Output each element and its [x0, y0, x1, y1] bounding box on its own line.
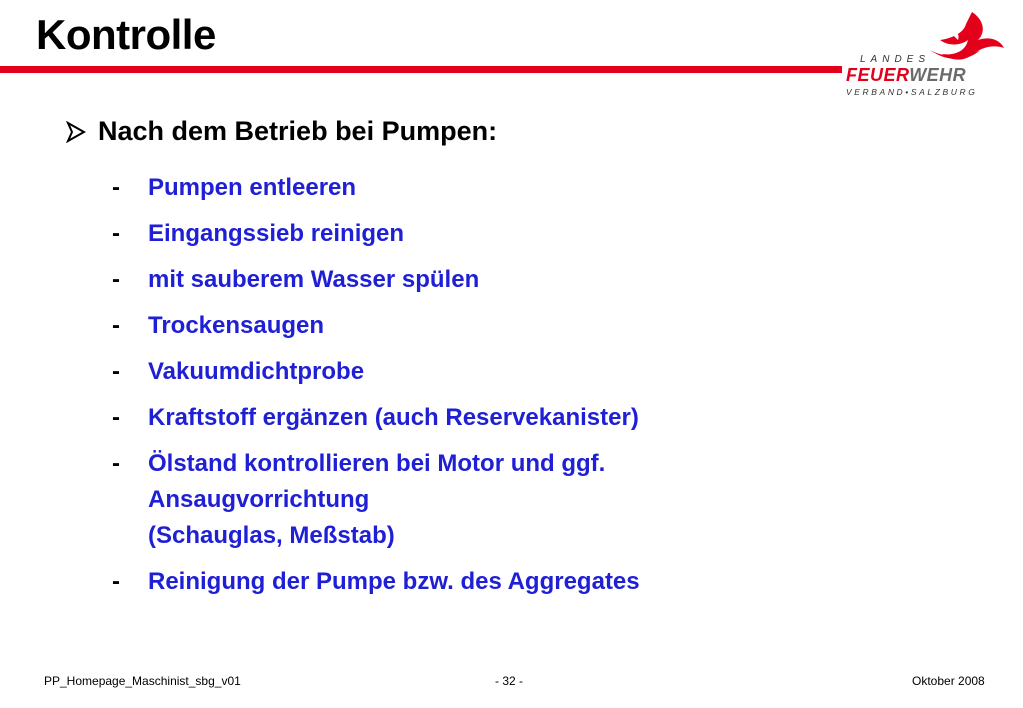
- footer-page-number: - 32 -: [495, 674, 524, 688]
- list-item-text: Eingangssieb reinigen: [148, 220, 405, 247]
- list-item-line: Ansaugvorrichtung: [148, 486, 370, 513]
- logo-wehr-text: WEHR: [909, 65, 967, 85]
- list-item-line: (Schauglas, Meßstab): [148, 522, 395, 549]
- list-item-text: Reinigung der Pumpe bzw. des Aggregates: [148, 568, 640, 595]
- landesfeuerwehrverband-logo: [836, 10, 1016, 102]
- list-item-text: mit sauberem Wasser spülen: [148, 266, 480, 293]
- logo-verband-text: VERBAND•SALZBURG: [846, 87, 978, 97]
- list-item-text: Pumpen entleeren: [148, 174, 357, 201]
- arrow-right-icon: [66, 121, 86, 143]
- list-item: [112, 216, 640, 252]
- list-item-text: Kraftstoff ergänzen (auch Reservekanister): [148, 404, 639, 431]
- list-dash: -: [112, 450, 120, 477]
- task-list: [112, 170, 640, 610]
- list-dash: -: [112, 404, 120, 431]
- list-item-text: [148, 446, 605, 554]
- list-dash: -: [112, 174, 120, 201]
- list-item: [112, 400, 640, 436]
- list-item-text: Trockensaugen: [148, 312, 325, 339]
- section-heading: Nach dem Betrieb bei Pumpen:: [98, 116, 498, 146]
- footer-date: Oktober 2008: [912, 674, 985, 688]
- list-item-text: Vakuumdichtprobe: [148, 358, 365, 385]
- list-item: [112, 564, 640, 600]
- list-dash: -: [112, 358, 120, 385]
- list-dash: -: [112, 220, 120, 247]
- main-bullet: [66, 116, 497, 147]
- list-item: [112, 446, 640, 554]
- page-title: Kontrolle: [36, 11, 216, 58]
- list-item: [112, 308, 640, 344]
- list-item-line: Ölstand kontrollieren bei Motor und ggf.: [148, 450, 606, 477]
- flame-swoosh-icon: [920, 10, 1006, 62]
- list-dash: -: [112, 568, 120, 595]
- list-dash: -: [112, 266, 120, 293]
- logo-feuerwehr-text: [846, 65, 966, 86]
- title-divider: [0, 66, 842, 73]
- footer-filename: PP_Homepage_Maschinist_sbg_v01: [44, 674, 241, 688]
- list-dash: -: [112, 312, 120, 339]
- logo-feuer-text: FEUER: [846, 65, 910, 85]
- list-item: [112, 170, 640, 206]
- list-item: [112, 262, 640, 298]
- list-item: [112, 354, 640, 390]
- logo-landes-text: LANDES: [860, 54, 931, 65]
